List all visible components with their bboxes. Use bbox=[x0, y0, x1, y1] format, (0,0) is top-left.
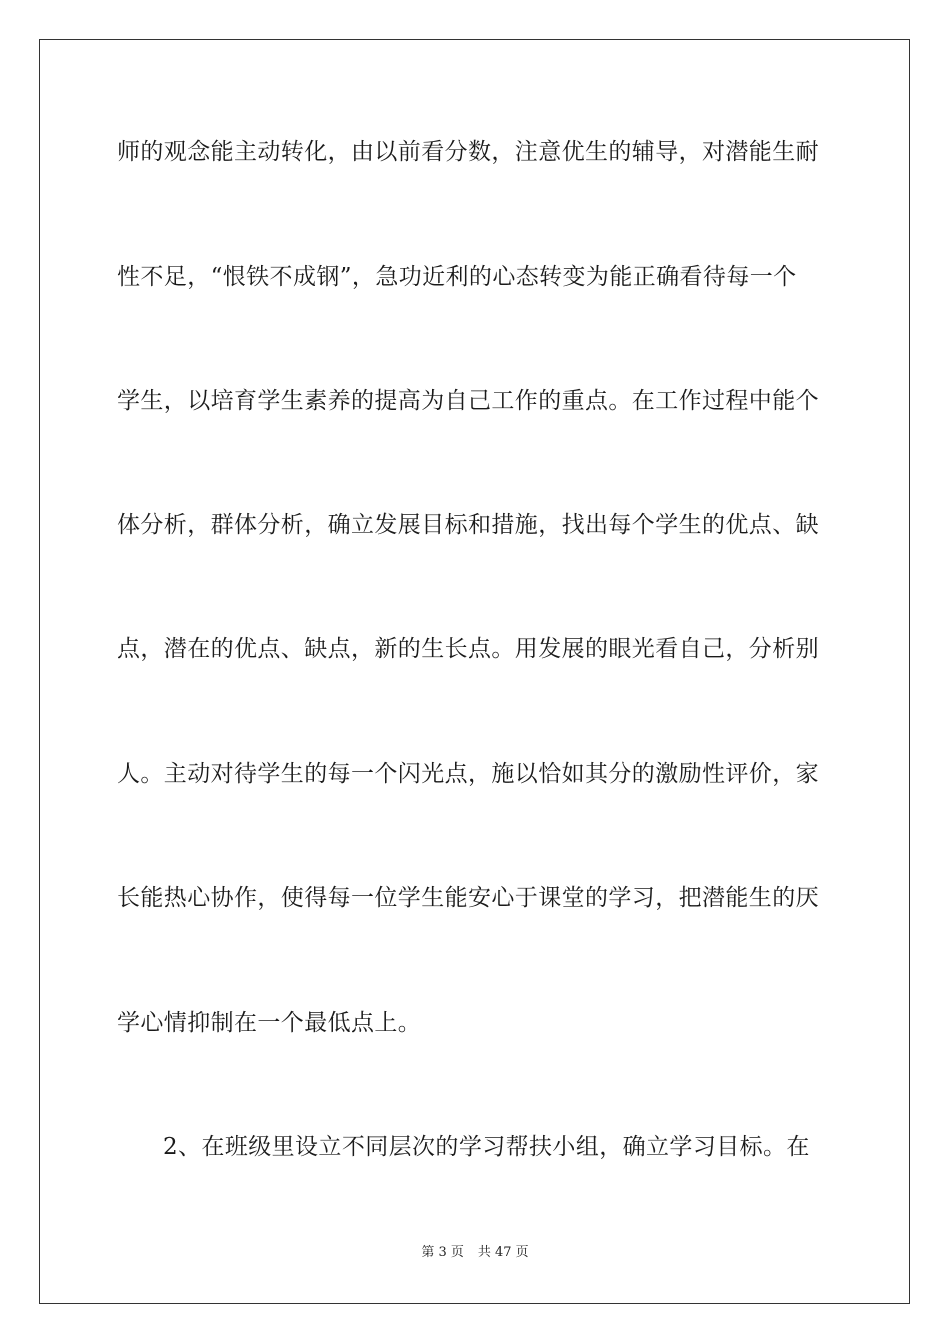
paragraph-line: 性不足，“恨铁不成钢”，急功近利的心态转变为能正确看待每一个 bbox=[117, 264, 797, 290]
paragraph-line: 学心情抑制在一个最低点上。 bbox=[117, 1010, 422, 1036]
paragraph-line: 点，潜在的优点、缺点，新的生长点。用发展的眼光看自己，分析别 bbox=[117, 636, 819, 662]
paragraph-line: 2、在班级里设立不同层次的学习帮扶小组，确立学习目标。在 bbox=[163, 1134, 810, 1160]
paragraph-line: 长能热心协作，使得每一位学生能安心于课堂的学习，把潜能生的厌 bbox=[117, 885, 819, 911]
paragraph-line: 人。主动对待学生的每一个闪光点，施以恰如其分的激励性评价，家 bbox=[117, 761, 819, 787]
paragraph-line: 学生，以培育学生素养的提高为自己工作的重点。在工作过程中能个 bbox=[117, 388, 819, 414]
page-footer bbox=[0, 1244, 950, 1262]
paragraph-line: 师的观念能主动转化，由以前看分数，注意优生的辅导，对潜能生耐 bbox=[117, 139, 819, 165]
paragraph-line: 体分析，群体分析，确立发展目标和措施，找出每个学生的优点、缺 bbox=[117, 512, 819, 538]
page-border bbox=[39, 39, 910, 1304]
page-number: 第 3 页 bbox=[421, 1245, 464, 1260]
page-total: 共 47 页 bbox=[477, 1245, 529, 1260]
